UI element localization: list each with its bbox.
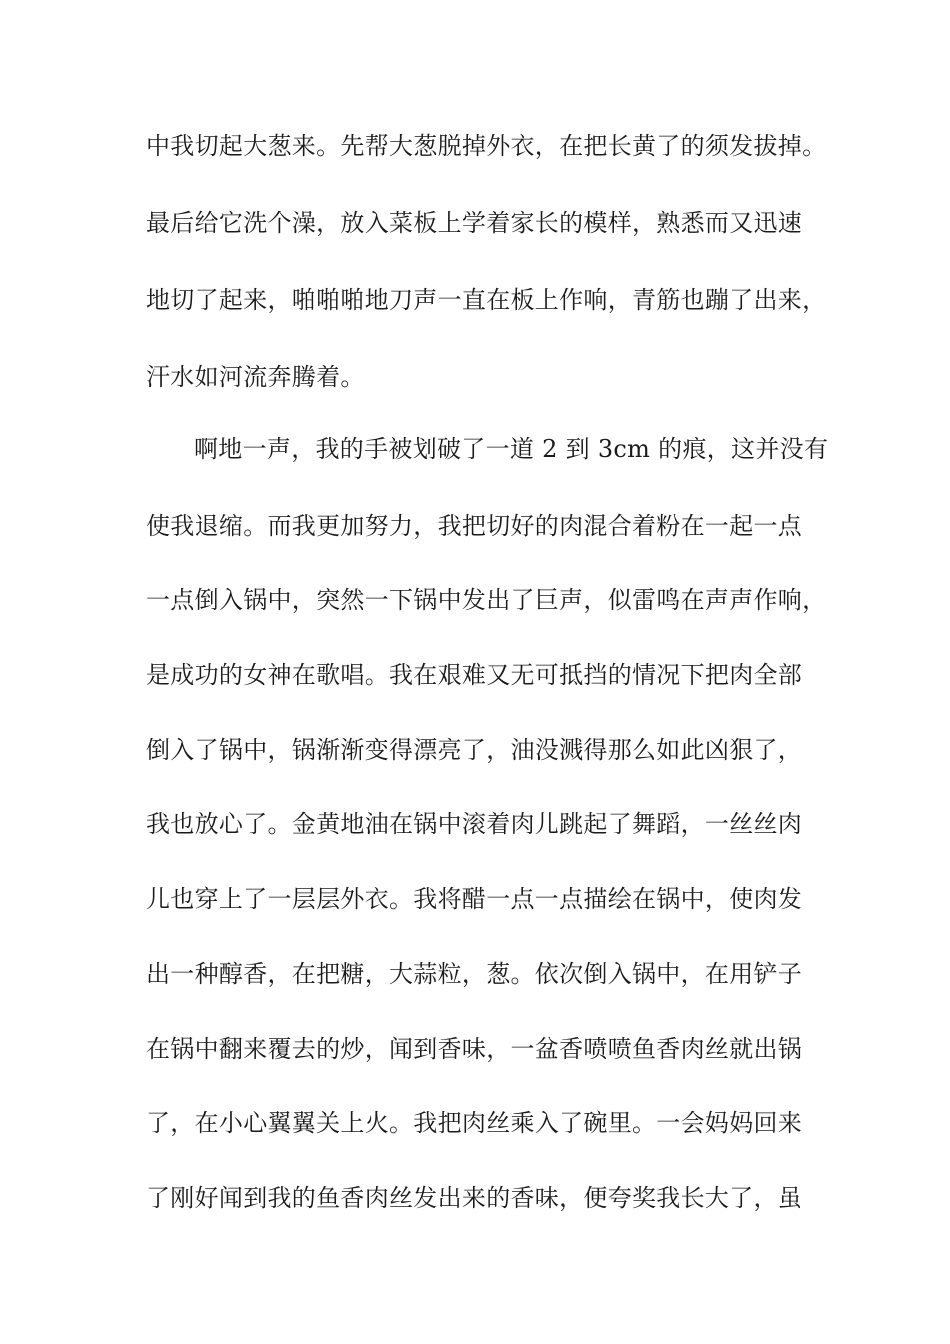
text-line-13: 在锅中翻来覆去的炒，闻到香味，一盆香喷喷鱼香肉丝就出锅 [146, 1035, 803, 1063]
text-line-1: 中我切起大葱来。先帮大葱脱掉外衣，在把长黄了的须发拔掉。 [146, 132, 827, 160]
text-line-14: 了，在小心翼翼关上火。我把肉丝乘入了碗里。一会妈妈回来 [146, 1109, 803, 1137]
text-line-11: 儿也穿上了一层层外衣。我将醋一点一点描绘在锅中，使肉发 [146, 885, 803, 913]
text-line-2: 最后给它洗个澡，放入菜板上学着家长的模样，熟悉而又迅速 [146, 209, 803, 237]
text-line-4: 汗水如河流奔腾着。 [146, 363, 365, 391]
text-line-3: 地切了起来，啪啪啪地刀声一直在板上作响，青筋也蹦了出来， [146, 286, 827, 314]
text-line-8: 是成功的女神在歌唱。我在艰难又无可抵挡的情况下把肉全部 [146, 661, 803, 689]
text-line-6: 使我退缩。而我更加努力，我把切好的肉混合着粉在一起一点 [146, 512, 803, 540]
text-line-7: 一点倒入锅中，突然一下锅中发出了巨声，似雷鸣在声声作响， [146, 586, 827, 614]
text-line-10: 我也放心了。金黄地油在锅中滚着肉儿跳起了舞蹈，一丝丝肉 [146, 810, 803, 838]
text-line-9: 倒入了锅中，锅渐渐变得漂亮了，油没溅得那么如此凶狠了， [146, 736, 803, 764]
text-line-15: 了刚好闻到我的鱼香肉丝发出来的香味，便夸奖我长大了，虽 [146, 1184, 803, 1212]
paragraph-start-line: 啊地一声，我的手被划破了一道 2 到 3cm 的痕，这并没有 [194, 435, 829, 463]
text-line-12: 出一种醇香，在把糖，大蒜粒，葱。依次倒入锅中，在用铲子 [146, 960, 803, 988]
